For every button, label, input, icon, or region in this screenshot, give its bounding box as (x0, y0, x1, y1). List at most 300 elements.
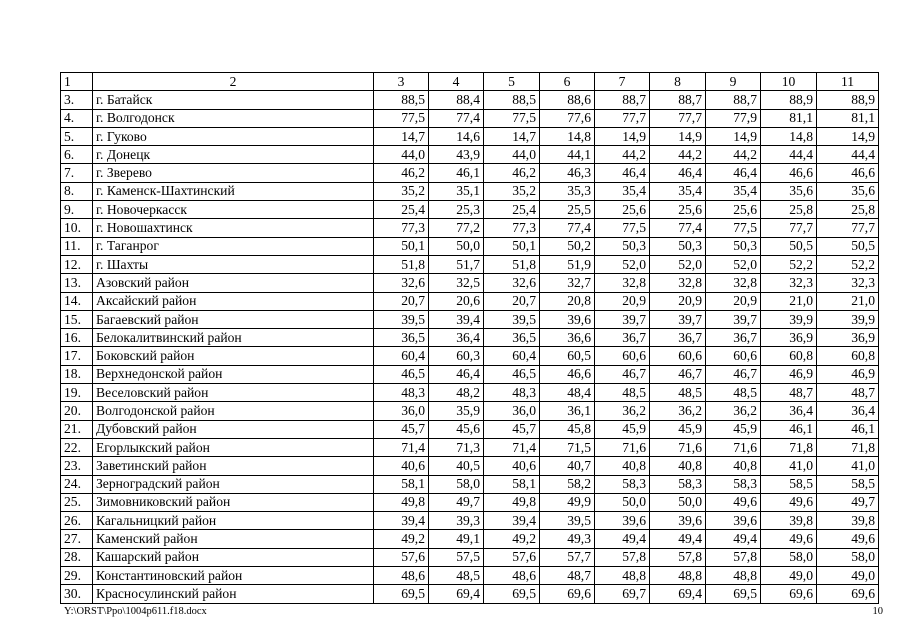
row-number-cell: 10. (61, 219, 93, 237)
value-cell: 57,8 (706, 548, 761, 566)
value-cell: 49,6 (761, 530, 817, 548)
value-cell: 45,9 (650, 420, 706, 438)
value-cell: 69,4 (429, 585, 484, 603)
value-cell: 48,7 (817, 384, 879, 402)
row-number-cell: 29. (61, 567, 93, 585)
value-cell: 77,5 (595, 219, 650, 237)
value-cell: 48,6 (484, 567, 540, 585)
value-cell: 20,8 (540, 292, 595, 310)
value-cell: 20,9 (650, 292, 706, 310)
value-cell: 52,0 (595, 255, 650, 273)
value-cell: 14,7 (484, 127, 540, 145)
value-cell: 46,4 (650, 164, 706, 182)
value-cell: 40,6 (374, 457, 429, 475)
table-row (61, 274, 879, 292)
value-cell: 77,4 (429, 109, 484, 127)
value-cell: 45,7 (374, 420, 429, 438)
header-cell: 4 (429, 73, 484, 91)
value-cell: 77,4 (540, 219, 595, 237)
value-cell: 36,4 (761, 402, 817, 420)
value-cell: 88,7 (595, 91, 650, 109)
value-cell: 77,7 (761, 219, 817, 237)
table-row (61, 310, 879, 328)
value-cell: 39,7 (595, 310, 650, 328)
value-cell: 49,2 (484, 530, 540, 548)
value-cell: 52,2 (817, 255, 879, 273)
value-cell: 88,4 (429, 91, 484, 109)
row-number-cell: 15. (61, 310, 93, 328)
value-cell: 46,4 (429, 365, 484, 383)
value-cell: 49,1 (429, 530, 484, 548)
value-cell: 46,5 (484, 365, 540, 383)
value-cell: 39,3 (429, 512, 484, 530)
value-cell: 58,1 (374, 475, 429, 493)
table-row (61, 585, 879, 603)
header-cell: 1 (61, 73, 93, 91)
value-cell: 77,5 (484, 109, 540, 127)
value-cell: 71,5 (540, 438, 595, 456)
row-number-cell: 21. (61, 420, 93, 438)
value-cell: 49,7 (817, 493, 879, 511)
value-cell: 46,1 (817, 420, 879, 438)
row-number-cell: 28. (61, 548, 93, 566)
value-cell: 48,2 (429, 384, 484, 402)
value-cell: 40,5 (429, 457, 484, 475)
table-row (61, 109, 879, 127)
value-cell: 49,4 (595, 530, 650, 548)
district-name-cell: Кагальницкий район (93, 512, 374, 530)
value-cell: 35,6 (761, 182, 817, 200)
value-cell: 39,9 (761, 310, 817, 328)
value-cell: 44,4 (761, 146, 817, 164)
table-row (61, 347, 879, 365)
value-cell: 40,8 (706, 457, 761, 475)
row-number-cell: 5. (61, 127, 93, 145)
value-cell: 88,5 (374, 91, 429, 109)
value-cell: 46,5 (374, 365, 429, 383)
value-cell: 46,6 (761, 164, 817, 182)
value-cell: 58,5 (817, 475, 879, 493)
value-cell: 57,5 (429, 548, 484, 566)
value-cell: 49,8 (484, 493, 540, 511)
value-cell: 14,6 (429, 127, 484, 145)
table-row (61, 402, 879, 420)
value-cell: 46,9 (817, 365, 879, 383)
row-number-cell: 3. (61, 91, 93, 109)
value-cell: 44,4 (817, 146, 879, 164)
value-cell: 60,4 (484, 347, 540, 365)
row-number-cell: 27. (61, 530, 93, 548)
value-cell: 21,0 (817, 292, 879, 310)
value-cell: 77,4 (650, 219, 706, 237)
value-cell: 77,6 (540, 109, 595, 127)
district-name-cell: Веселовский район (93, 384, 374, 402)
value-cell: 32,7 (540, 274, 595, 292)
row-number-cell: 30. (61, 585, 93, 603)
value-cell: 71,4 (484, 438, 540, 456)
district-name-cell: Азовский район (93, 274, 374, 292)
value-cell: 49,4 (650, 530, 706, 548)
value-cell: 69,7 (595, 585, 650, 603)
value-cell: 20,9 (706, 292, 761, 310)
value-cell: 60,4 (374, 347, 429, 365)
value-cell: 40,7 (540, 457, 595, 475)
table-row (61, 146, 879, 164)
value-cell: 39,9 (817, 310, 879, 328)
value-cell: 41,0 (761, 457, 817, 475)
value-cell: 35,4 (650, 182, 706, 200)
district-name-cell: Дубовский район (93, 420, 374, 438)
value-cell: 49,4 (706, 530, 761, 548)
value-cell: 43,9 (429, 146, 484, 164)
value-cell: 40,8 (595, 457, 650, 475)
table-row (61, 384, 879, 402)
footer-page-number: 10 (872, 606, 883, 617)
value-cell: 49,2 (374, 530, 429, 548)
value-cell: 39,4 (374, 512, 429, 530)
header-cell: 2 (93, 73, 374, 91)
district-name-cell: Константиновский район (93, 567, 374, 585)
value-cell: 71,6 (706, 438, 761, 456)
row-number-cell: 7. (61, 164, 93, 182)
value-cell: 40,6 (484, 457, 540, 475)
value-cell: 21,0 (761, 292, 817, 310)
value-cell: 35,1 (429, 182, 484, 200)
value-cell: 71,6 (595, 438, 650, 456)
value-cell: 41,0 (817, 457, 879, 475)
row-number-cell: 26. (61, 512, 93, 530)
table-body (61, 73, 879, 604)
district-name-cell: Верхнедонской район (93, 365, 374, 383)
district-name-cell: Кашарский район (93, 548, 374, 566)
row-number-cell: 6. (61, 146, 93, 164)
row-number-cell: 25. (61, 493, 93, 511)
value-cell: 35,2 (374, 182, 429, 200)
value-cell: 71,3 (429, 438, 484, 456)
value-cell: 50,2 (540, 237, 595, 255)
value-cell: 48,3 (484, 384, 540, 402)
value-cell: 49,3 (540, 530, 595, 548)
row-number-cell: 19. (61, 384, 93, 402)
value-cell: 25,6 (650, 201, 706, 219)
data-table (60, 72, 879, 604)
value-cell: 50,3 (650, 237, 706, 255)
value-cell: 46,6 (540, 365, 595, 383)
district-name-cell: Багаевский район (93, 310, 374, 328)
value-cell: 69,5 (484, 585, 540, 603)
value-cell: 69,6 (817, 585, 879, 603)
value-cell: 14,9 (595, 127, 650, 145)
value-cell: 25,4 (374, 201, 429, 219)
value-cell: 25,8 (817, 201, 879, 219)
district-name-cell: Зимовниковский район (93, 493, 374, 511)
footer-file-path: Y:\ORST\Ppo\1004p611.f18.docx (64, 606, 207, 617)
value-cell: 36,2 (595, 402, 650, 420)
value-cell: 50,1 (374, 237, 429, 255)
value-cell: 32,3 (817, 274, 879, 292)
value-cell: 51,9 (540, 255, 595, 273)
value-cell: 60,8 (761, 347, 817, 365)
value-cell: 39,4 (484, 512, 540, 530)
value-cell: 20,7 (484, 292, 540, 310)
value-cell: 50,1 (484, 237, 540, 255)
value-cell: 50,0 (595, 493, 650, 511)
value-cell: 57,8 (650, 548, 706, 566)
value-cell: 48,8 (650, 567, 706, 585)
value-cell: 36,5 (484, 329, 540, 347)
table-row (61, 512, 879, 530)
row-number-cell: 24. (61, 475, 93, 493)
value-cell: 81,1 (761, 109, 817, 127)
value-cell: 14,8 (540, 127, 595, 145)
header-cell: 10 (761, 73, 817, 91)
value-cell: 48,8 (706, 567, 761, 585)
table-row (61, 475, 879, 493)
value-cell: 88,7 (650, 91, 706, 109)
row-number-cell: 13. (61, 274, 93, 292)
district-name-cell: Заветинский район (93, 457, 374, 475)
value-cell: 49,6 (761, 493, 817, 511)
value-cell: 77,7 (817, 219, 879, 237)
value-cell: 32,6 (484, 274, 540, 292)
row-number-cell: 17. (61, 347, 93, 365)
value-cell: 32,8 (650, 274, 706, 292)
district-name-cell: г. Новошахтинск (93, 219, 374, 237)
value-cell: 77,7 (595, 109, 650, 127)
value-cell: 77,3 (484, 219, 540, 237)
value-cell: 14,9 (817, 127, 879, 145)
value-cell: 32,3 (761, 274, 817, 292)
value-cell: 48,8 (595, 567, 650, 585)
value-cell: 44,0 (374, 146, 429, 164)
value-cell: 58,0 (429, 475, 484, 493)
value-cell: 48,5 (595, 384, 650, 402)
value-cell: 49,6 (706, 493, 761, 511)
value-cell: 48,6 (374, 567, 429, 585)
value-cell: 45,7 (484, 420, 540, 438)
value-cell: 77,9 (706, 109, 761, 127)
value-cell: 51,8 (484, 255, 540, 273)
value-cell: 35,2 (484, 182, 540, 200)
value-cell: 49,8 (374, 493, 429, 511)
table-row (61, 292, 879, 310)
value-cell: 69,5 (706, 585, 761, 603)
value-cell: 77,3 (374, 219, 429, 237)
district-name-cell: г. Волгодонск (93, 109, 374, 127)
value-cell: 36,0 (374, 402, 429, 420)
value-cell: 48,5 (706, 384, 761, 402)
district-name-cell: г. Каменск-Шахтинский (93, 182, 374, 200)
table-row (61, 420, 879, 438)
value-cell: 48,3 (374, 384, 429, 402)
row-number-cell: 8. (61, 182, 93, 200)
value-cell: 81,1 (817, 109, 879, 127)
value-cell: 46,7 (595, 365, 650, 383)
value-cell: 57,8 (595, 548, 650, 566)
value-cell: 57,6 (374, 548, 429, 566)
value-cell: 58,0 (817, 548, 879, 566)
value-cell: 46,7 (650, 365, 706, 383)
value-cell: 36,9 (761, 329, 817, 347)
district-name-cell: Егорлыкский район (93, 438, 374, 456)
value-cell: 88,7 (706, 91, 761, 109)
value-cell: 46,3 (540, 164, 595, 182)
header-cell: 5 (484, 73, 540, 91)
value-cell: 48,5 (650, 384, 706, 402)
row-number-cell: 22. (61, 438, 93, 456)
value-cell: 46,2 (484, 164, 540, 182)
value-cell: 35,6 (817, 182, 879, 200)
value-cell: 58,0 (761, 548, 817, 566)
value-cell: 36,9 (817, 329, 879, 347)
value-cell: 36,4 (817, 402, 879, 420)
value-cell: 39,7 (706, 310, 761, 328)
value-cell: 14,9 (650, 127, 706, 145)
value-cell: 25,5 (540, 201, 595, 219)
table-row (61, 438, 879, 456)
value-cell: 48,7 (761, 384, 817, 402)
value-cell: 69,6 (540, 585, 595, 603)
row-number-cell: 4. (61, 109, 93, 127)
value-cell: 58,3 (706, 475, 761, 493)
value-cell: 39,8 (817, 512, 879, 530)
value-cell: 58,1 (484, 475, 540, 493)
row-number-cell: 14. (61, 292, 93, 310)
value-cell: 36,7 (706, 329, 761, 347)
value-cell: 45,9 (595, 420, 650, 438)
value-cell: 49,9 (540, 493, 595, 511)
value-cell: 69,4 (650, 585, 706, 603)
district-name-cell: г. Таганрог (93, 237, 374, 255)
value-cell: 36,5 (374, 329, 429, 347)
value-cell: 39,5 (484, 310, 540, 328)
district-name-cell: Боковский район (93, 347, 374, 365)
row-number-cell: 11. (61, 237, 93, 255)
value-cell: 49,0 (817, 567, 879, 585)
table-row (61, 548, 879, 566)
table-row (61, 329, 879, 347)
table-row (61, 127, 879, 145)
value-cell: 46,7 (706, 365, 761, 383)
value-cell: 60,6 (650, 347, 706, 365)
value-cell: 51,8 (374, 255, 429, 273)
value-cell: 58,2 (540, 475, 595, 493)
value-cell: 46,6 (817, 164, 879, 182)
value-cell: 35,9 (429, 402, 484, 420)
value-cell: 46,4 (706, 164, 761, 182)
value-cell: 50,0 (429, 237, 484, 255)
value-cell: 36,2 (706, 402, 761, 420)
value-cell: 36,2 (650, 402, 706, 420)
header-cell: 7 (595, 73, 650, 91)
district-name-cell: Красносулинский район (93, 585, 374, 603)
value-cell: 88,9 (761, 91, 817, 109)
value-cell: 20,9 (595, 292, 650, 310)
value-cell: 44,2 (706, 146, 761, 164)
value-cell: 77,2 (429, 219, 484, 237)
value-cell: 39,6 (706, 512, 761, 530)
value-cell: 39,8 (761, 512, 817, 530)
value-cell: 44,2 (595, 146, 650, 164)
value-cell: 40,8 (650, 457, 706, 475)
value-cell: 88,6 (540, 91, 595, 109)
value-cell: 48,5 (429, 567, 484, 585)
row-number-cell: 23. (61, 457, 93, 475)
value-cell: 57,6 (484, 548, 540, 566)
value-cell: 14,9 (706, 127, 761, 145)
district-name-cell: г. Шахты (93, 255, 374, 273)
value-cell: 50,3 (595, 237, 650, 255)
value-cell: 46,9 (761, 365, 817, 383)
value-cell: 36,1 (540, 402, 595, 420)
row-number-cell: 16. (61, 329, 93, 347)
district-name-cell: Волгодонской район (93, 402, 374, 420)
value-cell: 39,6 (540, 310, 595, 328)
value-cell: 60,6 (706, 347, 761, 365)
value-cell: 69,6 (761, 585, 817, 603)
value-cell: 58,3 (595, 475, 650, 493)
value-cell: 35,4 (706, 182, 761, 200)
table-row (61, 237, 879, 255)
value-cell: 50,5 (817, 237, 879, 255)
district-name-cell: г. Донецк (93, 146, 374, 164)
value-cell: 25,6 (595, 201, 650, 219)
value-cell: 44,0 (484, 146, 540, 164)
value-cell: 45,6 (429, 420, 484, 438)
table-row (61, 567, 879, 585)
header-cell: 11 (817, 73, 879, 91)
value-cell: 39,6 (595, 512, 650, 530)
table-row (61, 530, 879, 548)
value-cell: 71,6 (650, 438, 706, 456)
value-cell: 77,5 (374, 109, 429, 127)
header-cell: 3 (374, 73, 429, 91)
table-header-row (61, 73, 879, 91)
value-cell: 39,6 (650, 512, 706, 530)
value-cell: 52,2 (761, 255, 817, 273)
value-cell: 60,5 (540, 347, 595, 365)
table-row (61, 493, 879, 511)
value-cell: 60,8 (817, 347, 879, 365)
row-number-cell: 12. (61, 255, 93, 273)
value-cell: 39,5 (540, 512, 595, 530)
value-cell: 49,7 (429, 493, 484, 511)
value-cell: 25,4 (484, 201, 540, 219)
value-cell: 32,8 (595, 274, 650, 292)
value-cell: 46,4 (595, 164, 650, 182)
value-cell: 25,6 (706, 201, 761, 219)
value-cell: 58,5 (761, 475, 817, 493)
table-row (61, 164, 879, 182)
district-name-cell: г. Зверево (93, 164, 374, 182)
row-number-cell: 20. (61, 402, 93, 420)
row-number-cell: 9. (61, 201, 93, 219)
value-cell: 35,4 (595, 182, 650, 200)
value-cell: 35,3 (540, 182, 595, 200)
value-cell: 71,8 (817, 438, 879, 456)
value-cell: 36,7 (650, 329, 706, 347)
table-row (61, 201, 879, 219)
district-name-cell: г. Гуково (93, 127, 374, 145)
value-cell: 36,6 (540, 329, 595, 347)
value-cell: 20,7 (374, 292, 429, 310)
value-cell: 52,0 (706, 255, 761, 273)
district-name-cell: Аксайский район (93, 292, 374, 310)
district-name-cell: г. Батайск (93, 91, 374, 109)
value-cell: 71,8 (761, 438, 817, 456)
header-cell: 6 (540, 73, 595, 91)
value-cell: 32,8 (706, 274, 761, 292)
